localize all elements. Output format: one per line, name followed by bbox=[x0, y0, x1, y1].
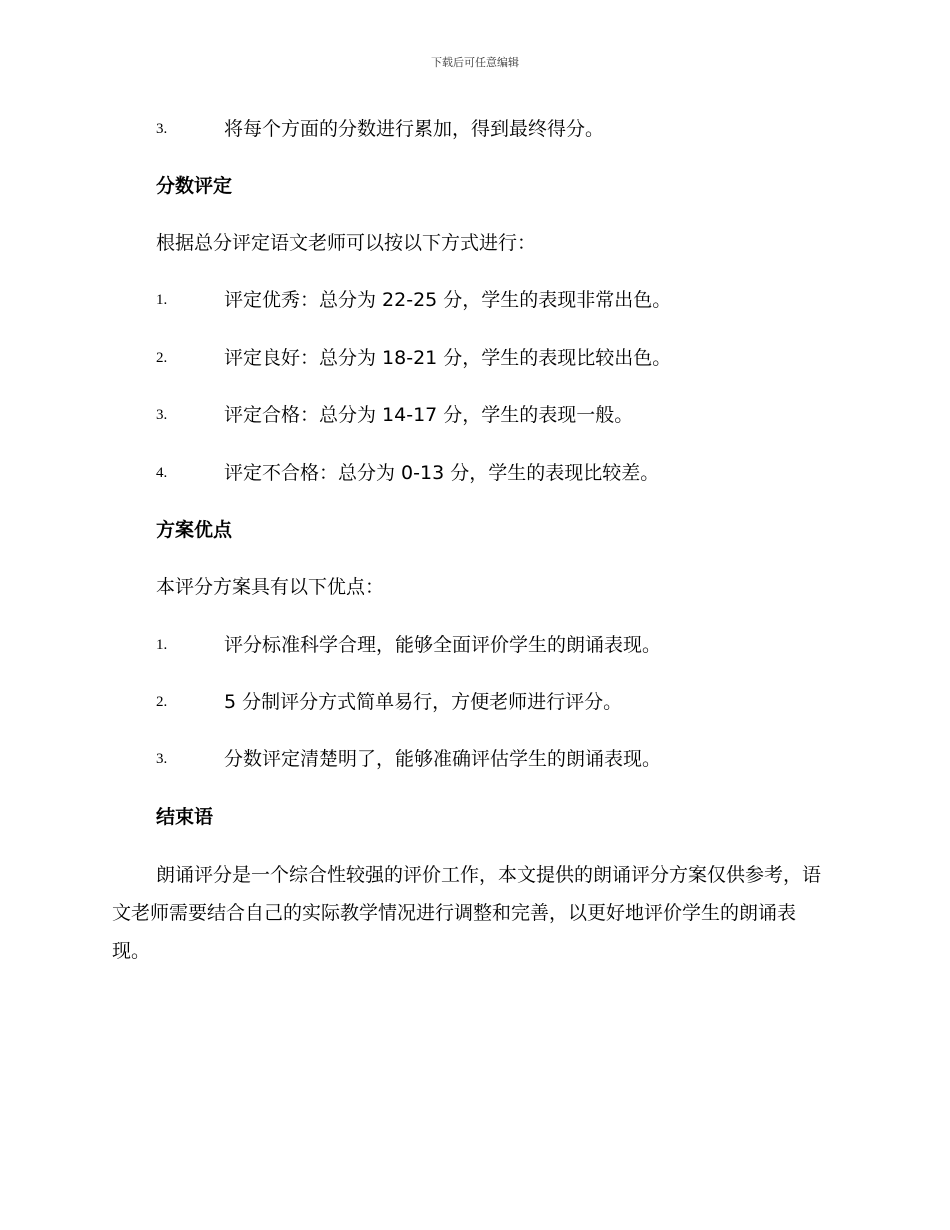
list-number: 2. bbox=[156, 694, 168, 710]
list-item-text: 评定优秀：总分为 22-25 分，学生的表现非常出色。 bbox=[224, 289, 672, 311]
list-item-text: 评定合格：总分为 14-17 分，学生的表现一般。 bbox=[224, 404, 634, 426]
list-number: 4. bbox=[156, 465, 168, 481]
conclusion-paragraph bbox=[112, 856, 832, 970]
conclusion-paragraph-text: 朗诵评分是一个综合性较强的评价工作，本文提供的朗诵评分方案仅供参考，语文老师需要结合自己的实际教学情况进行调整和完善，以更好地评价学生的朗诵表现。 bbox=[112, 864, 822, 962]
list-item-text: 评定良好：总分为 18-21 分，学生的表现比较出色。 bbox=[224, 347, 672, 369]
section-intro-score: 根据总分评定语文老师可以按以下方式进行： bbox=[156, 232, 537, 254]
list-item-text: 5 分制评分方式简单易行，方便老师进行评分。 bbox=[224, 691, 623, 713]
list-number: 1. bbox=[156, 637, 168, 653]
section-intro-advantages: 本评分方案具有以下优点： bbox=[156, 576, 385, 598]
list-number: 2. bbox=[156, 350, 168, 366]
section-heading-score: 分数评定 bbox=[156, 175, 233, 197]
list-item-text: 将每个方面的分数进行累加，得到最终得分。 bbox=[224, 118, 605, 140]
list-number: 1. bbox=[156, 292, 168, 308]
list-item-text: 评定不合格：总分为 0-13 分，学生的表现比较差。 bbox=[224, 462, 660, 484]
list-number: 3. bbox=[156, 121, 168, 137]
section-heading-advantages: 方案优点 bbox=[156, 519, 233, 541]
list-number: 3. bbox=[156, 407, 168, 423]
list-item-text: 分数评定清楚明了，能够准确评估学生的朗诵表现。 bbox=[224, 748, 662, 770]
list-item-text: 评分标准科学合理，能够全面评价学生的朗诵表现。 bbox=[224, 634, 662, 656]
section-heading-conclusion: 结束语 bbox=[156, 806, 214, 828]
list-number: 3. bbox=[156, 751, 168, 767]
page-header: 下载后可任意编辑 bbox=[431, 56, 519, 69]
